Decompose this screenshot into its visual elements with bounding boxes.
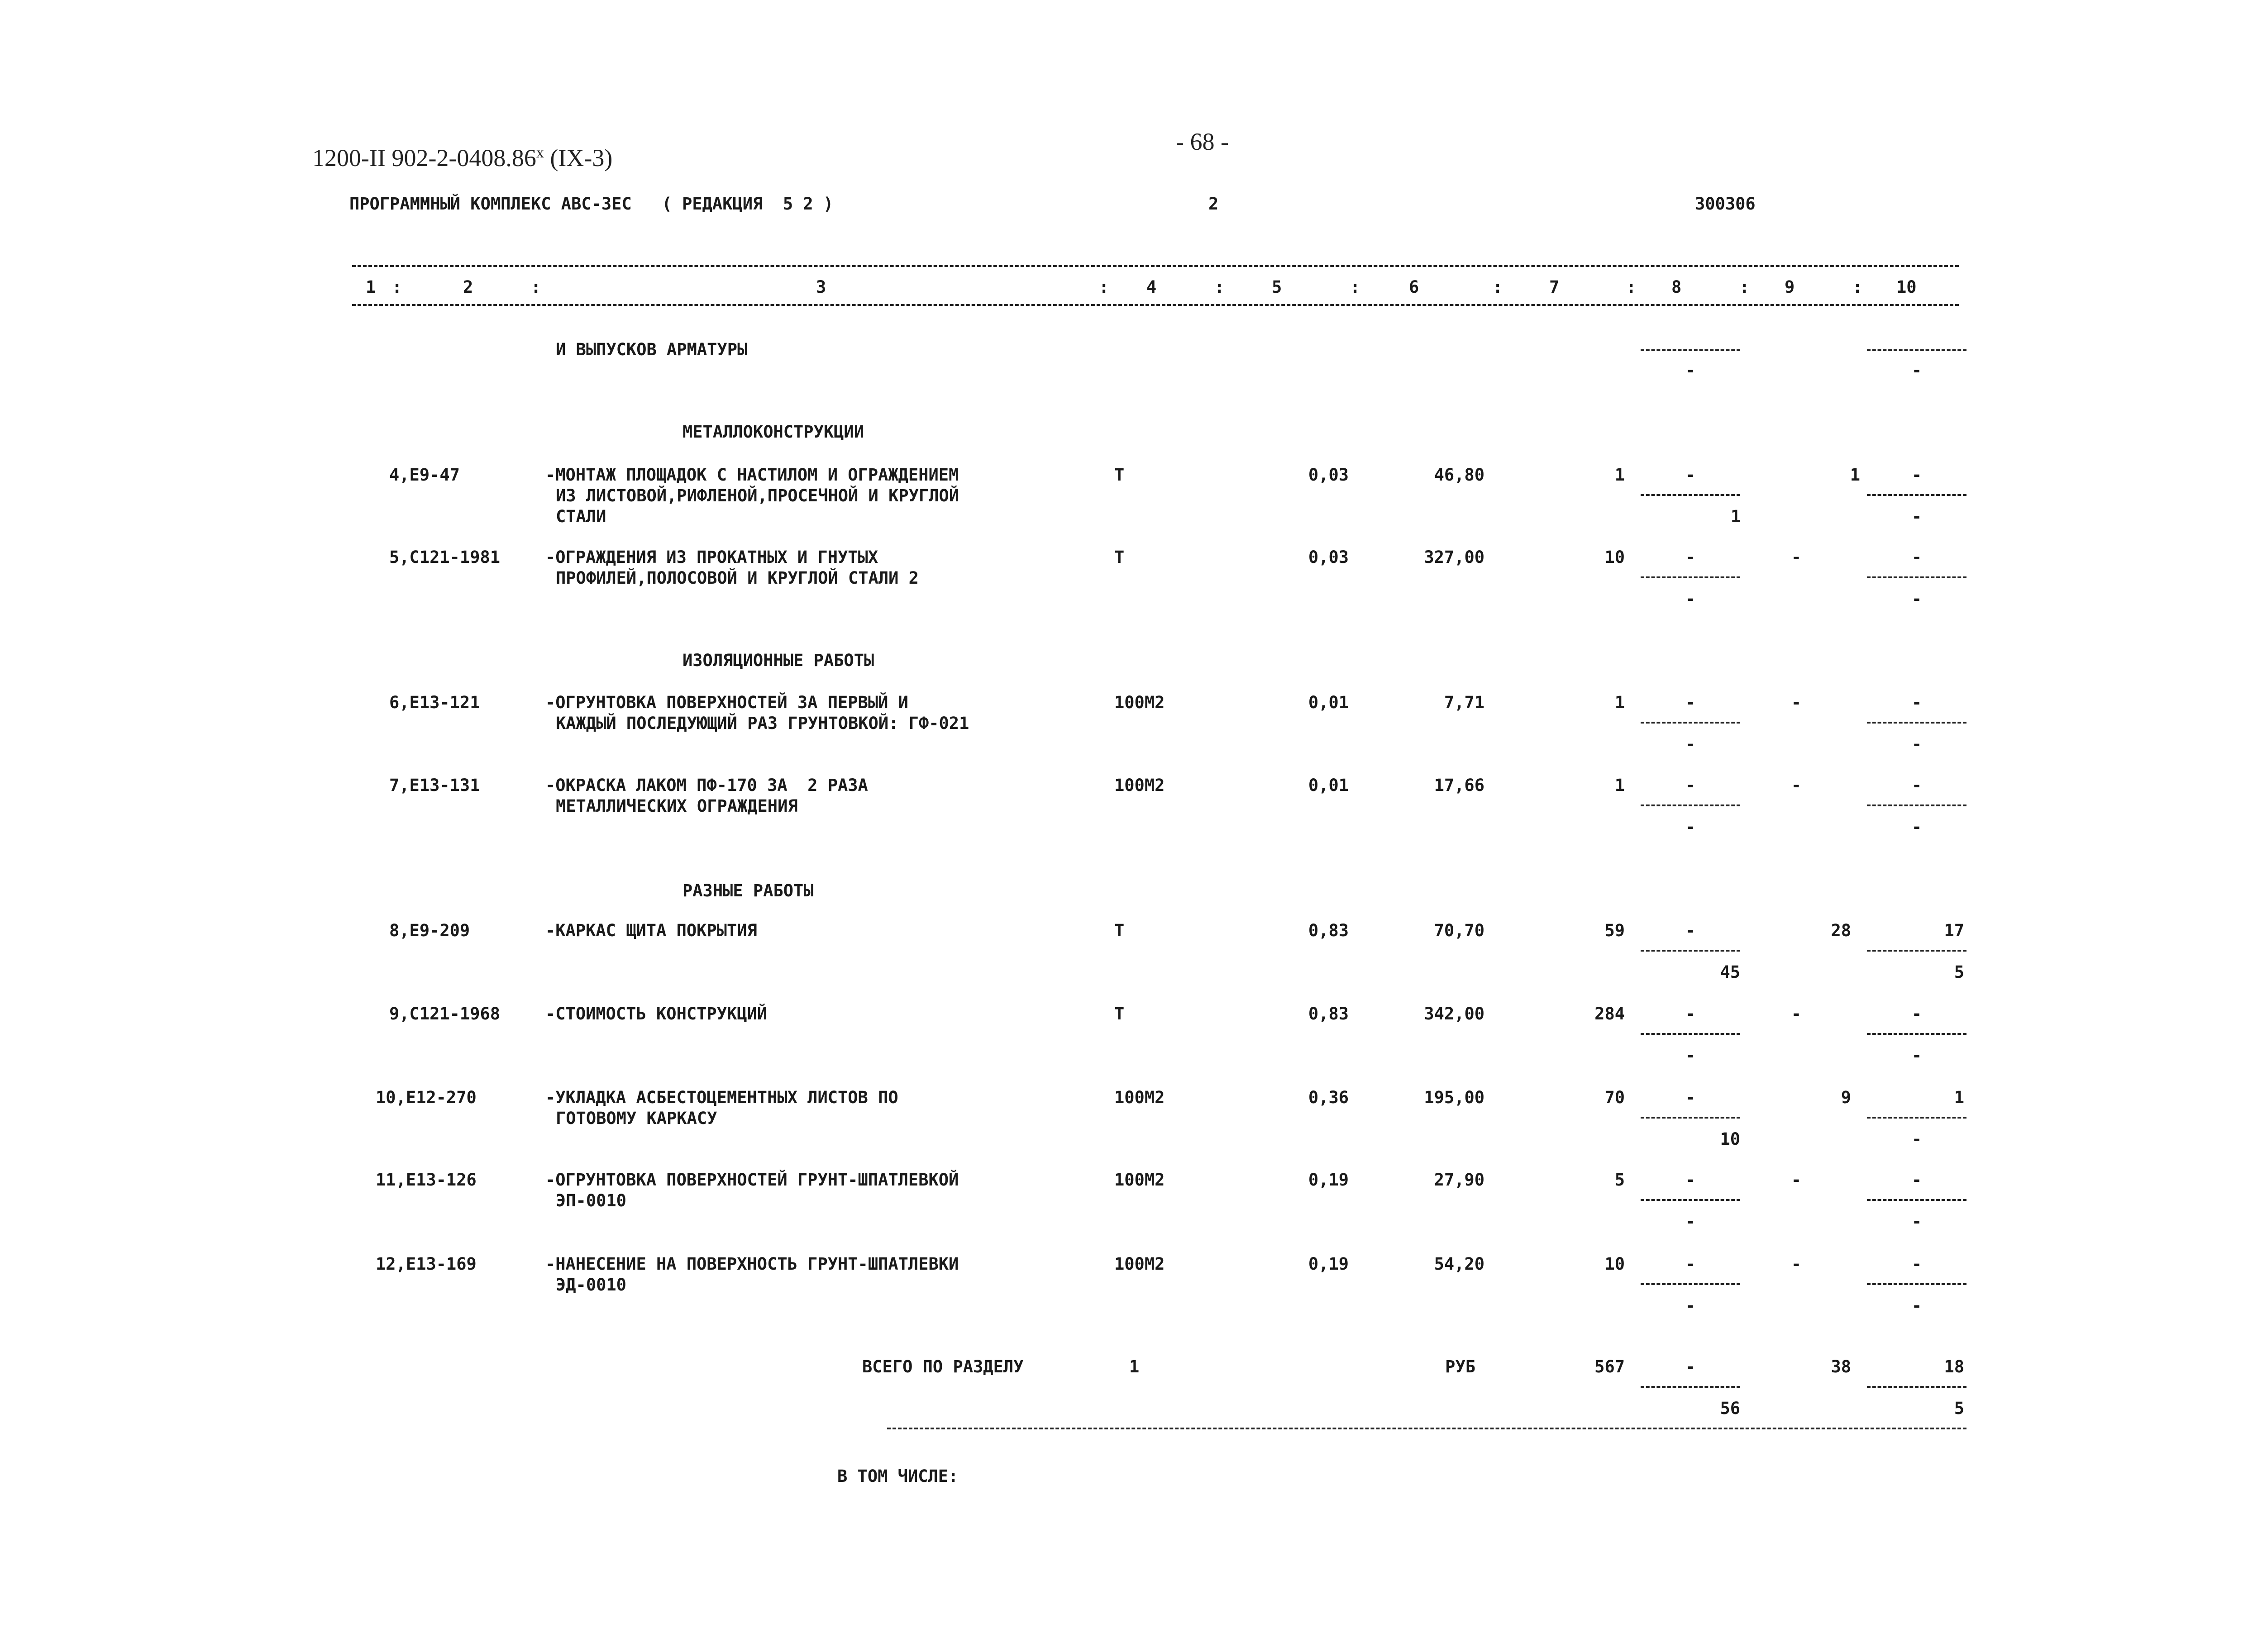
row-unit-price: 54,20: [1434, 1254, 1484, 1274]
col-head-7: 7: [1549, 277, 1560, 297]
row-quantity: 0,19: [1308, 1254, 1349, 1274]
row-c10-top: -: [1911, 1004, 1922, 1024]
row-c8-top: -: [1685, 1004, 1696, 1024]
row-desc-line: -МОНТАЖ ПЛОЩАДОК С НАСТИЛОМ И ОГРАЖДЕНИЕМ: [545, 465, 959, 485]
total-c8-bottom: 56: [1720, 1399, 1740, 1418]
row-desc-line: СТАЛИ: [556, 507, 606, 526]
row-c8-rule: [1641, 494, 1740, 496]
row-c9: 28: [1831, 921, 1851, 940]
row-unit-price: 17,66: [1434, 776, 1484, 795]
continuation-text: И ВЫПУСКОВ АРМАТУРЫ: [556, 340, 748, 359]
row-c9: 9: [1841, 1088, 1851, 1107]
row-c10-rule: [1867, 805, 1966, 806]
row-code: 11,Е13-126: [376, 1170, 477, 1190]
row-desc-line: -ОКРАСКА ЛАКОМ ПФ-170 ЗА 2 РАЗА: [545, 776, 868, 795]
row-c8-rule: [1641, 1283, 1740, 1285]
row-quantity: 0,36: [1308, 1088, 1349, 1107]
row-unit: 100М2: [1114, 1088, 1165, 1107]
document-code-superscript: x: [536, 144, 544, 161]
row-c8-rule: [1641, 576, 1740, 578]
row-c10-bottom: -: [1911, 1212, 1922, 1231]
row-unit: Т: [1114, 465, 1125, 485]
row-c8-top: -: [1685, 1170, 1696, 1190]
section-title-insulation: ИЗОЛЯЦИОННЫЕ РАБОТЫ: [683, 651, 874, 670]
column-header-row: 1 2 3 4 5 6 7 8 9 10 : : : : : : : : :: [366, 277, 1917, 297]
row-code: 6,Е13-121: [389, 693, 480, 712]
row-quantity: 0,01: [1308, 693, 1349, 712]
row-c7: 1: [1614, 693, 1625, 712]
row-c10-top: -: [1911, 1254, 1922, 1274]
row-c9: -: [1791, 693, 1801, 712]
continuation-c10-rule: [1867, 349, 1966, 351]
row-c8-top: -: [1685, 465, 1696, 485]
row-unit-price: 7,71: [1444, 693, 1484, 712]
col-head-10: 10: [1896, 277, 1917, 297]
document-code-suffix: (IX-3): [544, 144, 613, 171]
row-c7: 5: [1614, 1170, 1625, 1190]
row-c10-bottom: -: [1911, 1129, 1922, 1149]
row-c9: -: [1791, 1254, 1801, 1274]
row-c10-rule: [1867, 494, 1966, 496]
total-c8-top: -: [1685, 1357, 1696, 1376]
row-desc-line: -ОГРУНТОВКА ПОВЕРХНОСТЕЙ ЗА ПЕРВЫЙ И: [545, 693, 908, 712]
header-rule-top: [352, 265, 1959, 267]
row-c10-top: -: [1911, 547, 1922, 567]
row-c10-bottom: 5: [1954, 962, 1964, 982]
row-c8-top: -: [1685, 1254, 1696, 1274]
continuation-c10-value: -: [1911, 361, 1922, 380]
row-desc-line: ЭД-0010: [556, 1275, 626, 1295]
col-head-1: 1: [366, 277, 376, 297]
row-unit-price: 27,90: [1434, 1170, 1484, 1190]
program-code: 300306: [1695, 194, 1756, 214]
header-rule-bottom: [352, 304, 1959, 306]
row-c10-bottom: -: [1911, 1046, 1922, 1065]
continuation-c8-value: -: [1685, 361, 1696, 380]
continuation-c8-rule: [1641, 349, 1740, 351]
row-c8-bottom: -: [1685, 734, 1696, 754]
total-c10-top: 18: [1944, 1357, 1964, 1376]
row-c8-top: -: [1685, 776, 1696, 795]
row-desc-line: ЭП-0010: [556, 1191, 626, 1210]
row-code: 5,С121-1981: [389, 547, 501, 567]
row-quantity: 0,83: [1308, 921, 1349, 940]
row-c9: -: [1791, 547, 1801, 567]
row-c8-bottom: 45: [1720, 962, 1740, 982]
row-c8-bottom: 1: [1730, 507, 1741, 526]
row-unit-price: 342,00: [1424, 1004, 1484, 1024]
col-head-9: 9: [1785, 277, 1795, 297]
row-c9: 1: [1850, 465, 1860, 485]
col-head-8: 8: [1671, 277, 1682, 297]
row-c7: 1: [1614, 776, 1625, 795]
row-quantity: 0,01: [1308, 776, 1349, 795]
program-sheet: 2: [1208, 194, 1219, 214]
total-unit: РУБ: [1445, 1357, 1475, 1376]
row-quantity: 0,03: [1308, 547, 1349, 567]
row-code: 8,Е9-209: [389, 921, 470, 940]
row-c7: 284: [1594, 1004, 1625, 1024]
col-head-2: 2: [463, 277, 473, 297]
row-c8-top: -: [1685, 1088, 1696, 1107]
row-c8-rule: [1641, 722, 1740, 724]
row-c10-bottom: -: [1911, 734, 1922, 754]
row-unit: 100М2: [1114, 693, 1165, 712]
row-quantity: 0,19: [1308, 1170, 1349, 1190]
row-desc-line: -КАРКАС ЩИТА ПОКРЫТИЯ: [545, 921, 757, 940]
row-c10-rule: [1867, 1117, 1966, 1119]
row-quantity: 0,83: [1308, 1004, 1349, 1024]
total-label: ВСЕГО ПО РАЗДЕЛУ: [862, 1357, 1024, 1376]
section-title-misc: РАЗНЫЕ РАБОТЫ: [683, 881, 814, 900]
row-c10-top: -: [1911, 1170, 1922, 1190]
row-unit: 100М2: [1114, 1254, 1165, 1274]
row-c8-rule: [1641, 1033, 1740, 1035]
row-c10-rule: [1867, 1033, 1966, 1035]
row-c7: 10: [1604, 547, 1625, 567]
row-c10-rule: [1867, 1199, 1966, 1201]
row-code: 7,Е13-131: [389, 776, 480, 795]
total-rule: [887, 1428, 1966, 1429]
row-desc-line: -УКЛАДКА АСБЕСТОЦЕМЕНТНЫХ ЛИСТОВ ПО: [545, 1088, 898, 1107]
section-title-metal: МЕТАЛЛОКОНСТРУКЦИИ: [683, 422, 864, 442]
row-desc-line: -СТОИМОСТЬ КОНСТРУКЦИЙ: [545, 1004, 768, 1024]
row-c8-bottom: 10: [1720, 1129, 1740, 1149]
row-c10-rule: [1867, 576, 1966, 578]
total-c9: 38: [1831, 1357, 1851, 1376]
row-c8-top: -: [1685, 921, 1696, 940]
row-c10-top: 17: [1944, 921, 1964, 940]
col-head-6: 6: [1409, 277, 1419, 297]
row-c8-rule: [1641, 950, 1740, 952]
row-c8-top: -: [1685, 547, 1696, 567]
row-c9: -: [1791, 1004, 1801, 1024]
document-code-main: 1200-II 902-2-0408.86: [312, 144, 536, 171]
row-desc-line: -ОГРУНТОВКА ПОВЕРХНОСТЕЙ ГРУНТ-ШПАТЛЕВКОЙ: [545, 1170, 959, 1190]
row-unit: 100М2: [1114, 776, 1165, 795]
col-head-3: 3: [816, 277, 826, 297]
row-c9: -: [1791, 776, 1801, 795]
row-desc-line: -НАНЕСЕНИЕ НА ПОВЕРХНОСТЬ ГРУНТ-ШПАТЛЕВКИ: [545, 1254, 959, 1274]
row-desc-line: ИЗ ЛИСТОВОЙ,РИФЛЕНОЙ,ПРОСЕЧНОЙ И КРУГЛОЙ: [556, 486, 959, 505]
row-unit-price: 46,80: [1434, 465, 1484, 485]
row-desc-line: МЕТАЛЛИЧЕСКИХ ОГРАЖДЕНИЯ: [556, 796, 798, 816]
row-c7: 1: [1614, 465, 1625, 485]
total-c10-rule: [1867, 1386, 1966, 1388]
row-desc-line: ГОТОВОМУ КАРКАСУ: [556, 1109, 717, 1128]
row-c10-bottom: -: [1911, 1296, 1922, 1315]
row-c10-bottom: -: [1911, 507, 1922, 526]
total-c8-rule: [1641, 1386, 1740, 1388]
row-desc-line: КАЖДЫЙ ПОСЛЕДУЮЩИЙ РАЗ ГРУНТОВКОЙ: ГФ-021: [556, 714, 969, 733]
row-c8-rule: [1641, 1199, 1740, 1201]
row-unit: Т: [1114, 921, 1125, 940]
row-code: 9,С121-1968: [389, 1004, 501, 1024]
row-c10-rule: [1867, 1283, 1966, 1285]
row-c8-top: -: [1685, 693, 1696, 712]
row-code: 10,Е12-270: [376, 1088, 477, 1107]
row-desc-line: ПРОФИЛЕЙ,ПОЛОСОВОЙ И КРУГЛОЙ СТАЛИ 2: [556, 568, 919, 588]
including-label: В ТОМ ЧИСЛЕ:: [837, 1466, 959, 1486]
page-number: - 68 -: [1176, 128, 1229, 155]
row-desc-line: -ОГРАЖДЕНИЯ ИЗ ПРОКАТНЫХ И ГНУТЫХ: [545, 547, 878, 567]
row-c10-rule: [1867, 722, 1966, 724]
row-c8-rule: [1641, 1117, 1740, 1119]
total-quantity: 1: [1129, 1357, 1140, 1376]
row-unit-price: 70,70: [1434, 921, 1484, 940]
row-c8-bottom: -: [1685, 589, 1696, 609]
total-c10-bottom: 5: [1954, 1399, 1964, 1418]
row-c10-top: -: [1911, 693, 1922, 712]
row-code: 12,Е13-169: [376, 1254, 477, 1274]
row-c8-bottom: -: [1685, 1296, 1696, 1315]
row-unit: Т: [1114, 547, 1125, 567]
row-c10-bottom: -: [1911, 817, 1922, 837]
row-c7: 70: [1604, 1088, 1625, 1107]
row-c10-top: 1: [1954, 1088, 1964, 1107]
row-quantity: 0,03: [1308, 465, 1349, 485]
row-c10-bottom: -: [1911, 589, 1922, 609]
row-c8-bottom: -: [1685, 1212, 1696, 1231]
row-c10-rule: [1867, 950, 1966, 952]
col-head-4: 4: [1146, 277, 1157, 297]
row-c10-top: -: [1911, 776, 1922, 795]
row-unit-price: 327,00: [1424, 547, 1484, 567]
row-c9: -: [1791, 1170, 1801, 1190]
row-c8-bottom: -: [1685, 817, 1696, 837]
row-c10-top: -: [1911, 465, 1922, 485]
row-c8-rule: [1641, 805, 1740, 806]
row-code: 4,Е9-47: [389, 465, 460, 485]
row-c7: 10: [1604, 1254, 1625, 1274]
row-c8-bottom: -: [1685, 1046, 1696, 1065]
col-head-5: 5: [1272, 277, 1282, 297]
row-c7: 59: [1604, 921, 1625, 940]
row-unit-price: 195,00: [1424, 1088, 1484, 1107]
row-unit: Т: [1114, 1004, 1125, 1024]
row-unit: 100М2: [1114, 1170, 1165, 1190]
total-c7: 567: [1594, 1357, 1625, 1376]
program-line: ПРОГРАММНЫЙ КОМПЛЕКС АВС-3ЕС ( РЕДАКЦИЯ 5 2 ): [349, 194, 834, 214]
document-code: [312, 144, 612, 172]
